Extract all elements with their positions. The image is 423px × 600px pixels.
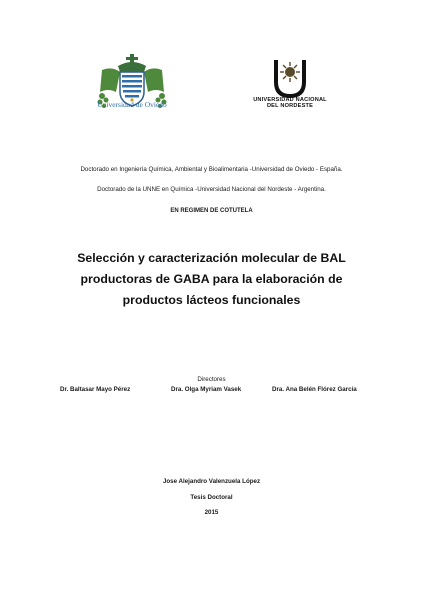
unne-name-line2: DEL NORDESTE (266, 103, 314, 110)
directors-heading: Directores (197, 376, 226, 383)
thesis-title-line2: productoras de GABA para la elaboración de (80, 272, 343, 286)
university-wordmark: Universidad de Oviedo (97, 100, 167, 109)
author-name: Jose Alejandro Valenzuela López (162, 478, 261, 485)
unne-name-line1: UNIVERSIDAD NACIONAL (253, 97, 327, 103)
director-name: Dra. Ana Belén Flórez García (272, 386, 357, 393)
unne-name (235, 97, 345, 110)
thesis-title-line3: productos lácteos funcionales (122, 293, 301, 307)
document-type: Tesis Doctoral (190, 494, 233, 501)
year: 2015 (204, 509, 219, 516)
cotutela-regime: EN REGIMEN DE COTUTELA (170, 208, 253, 214)
director-name: Dra. Olga Myriam Vasek (171, 386, 242, 393)
program-line-unne: Doctorado de la UNNE en Química -Universidad Nacional del Nordeste - Argentina. (97, 186, 326, 193)
thesis-title-line1: Selección y caracterización molecular de BAL (77, 251, 346, 265)
director-name: Dr. Baltasar Mayo Pérez (60, 386, 131, 393)
thesis-title (60, 248, 363, 311)
unne-sun-emblem-icon (270, 58, 310, 100)
program-line-oviedo: Doctorado en Ingeniería Química, Ambiental y Bioalimentaria -Universidad de Oviedo - España. (80, 166, 343, 173)
